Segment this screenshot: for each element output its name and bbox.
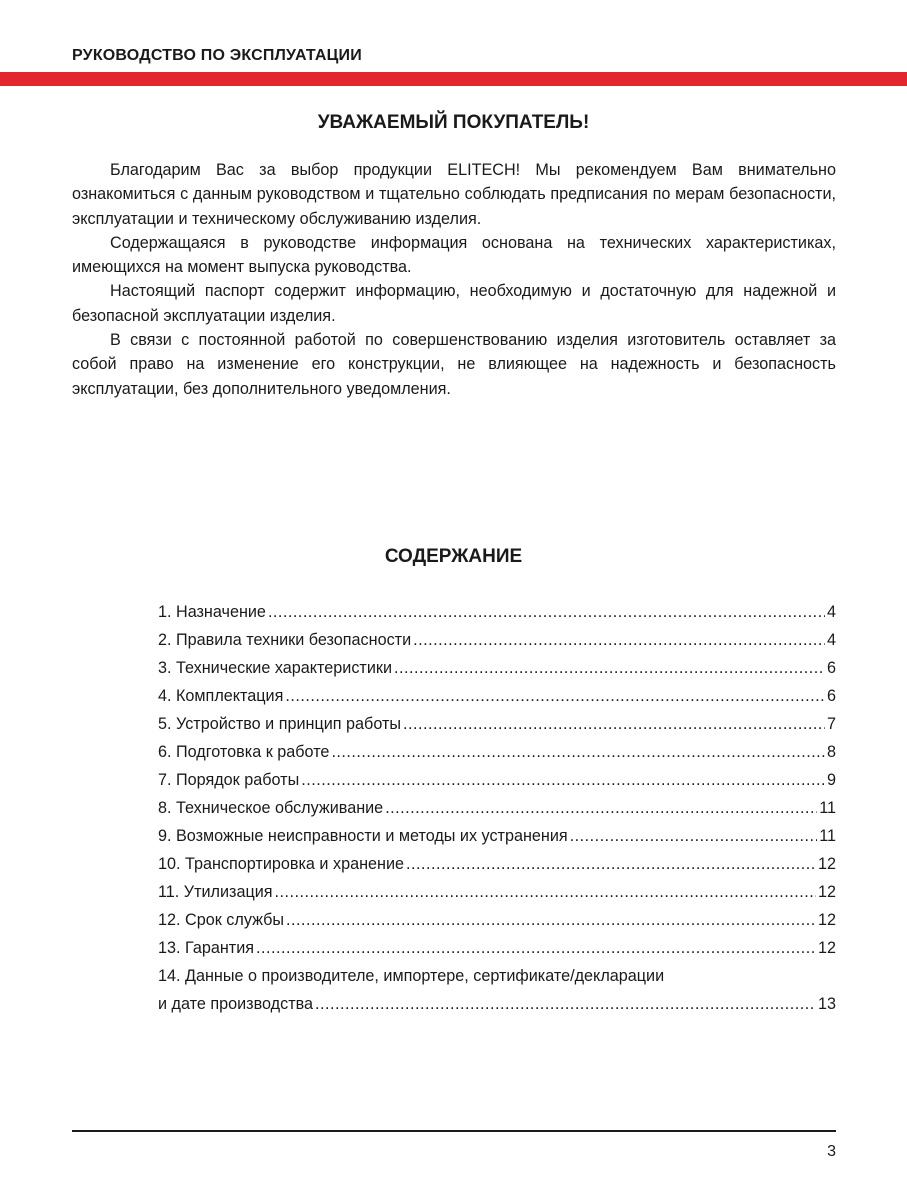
toc-item-label: 1. Назначение (158, 603, 266, 621)
toc-leader-dots (331, 738, 825, 766)
toc-leader-dots (315, 990, 816, 1018)
toc-leader-dots (406, 850, 816, 878)
toc-title: СОДЕРЖАНИЕ (384, 546, 523, 567)
toc-item-label: 8. Техническое обслуживание (158, 799, 384, 817)
toc-item-continuation[interactable] (158, 990, 836, 1018)
toc-leader-dots (385, 794, 817, 822)
toc-item-page: 12 (817, 911, 836, 929)
toc-leader-dots (394, 654, 825, 682)
footer-divider (72, 1130, 836, 1132)
toc-leader-dots (403, 710, 825, 738)
toc-item[interactable] (158, 710, 836, 738)
toc-item-label-continuation: и дате производства (158, 995, 314, 1013)
toc-item[interactable] (158, 934, 836, 962)
toc-item[interactable] (158, 738, 836, 766)
toc-item-page: 12 (817, 883, 836, 901)
toc-item[interactable] (158, 878, 836, 906)
toc-item[interactable] (158, 794, 836, 822)
toc-item-page: 12 (817, 855, 836, 873)
toc-item-label: 13. Гарантия (158, 939, 255, 957)
toc-item-page: 11 (819, 827, 836, 845)
toc-item-label: 7. Порядок работы (158, 771, 300, 789)
toc-item-page: 8 (826, 743, 836, 761)
header-accent-bar (0, 72, 907, 86)
toc-leader-dots (256, 934, 816, 962)
table-of-contents (158, 598, 836, 1018)
toc-item[interactable] (158, 766, 836, 794)
toc-leader-dots (286, 906, 816, 934)
toc-item-label: 12. Срок службы (158, 911, 285, 929)
toc-item-page: 7 (826, 715, 836, 733)
toc-item[interactable] (158, 962, 836, 990)
toc-leader-dots (570, 822, 818, 850)
toc-item-label: 6. Подготовка к работе (158, 743, 330, 761)
toc-item-page: 6 (826, 687, 836, 705)
toc-item-page: 6 (826, 659, 836, 677)
toc-leader-dots (275, 878, 816, 906)
toc-leader-dots (413, 626, 825, 654)
toc-item-page: 11 (819, 799, 836, 817)
greeting-heading: УВАЖАЕМЫЙ ПОКУПАТЕЛЬ! (317, 112, 590, 133)
toc-item-label: 2. Правила техники безопасности (158, 631, 412, 649)
toc-item[interactable] (158, 850, 836, 878)
toc-item[interactable] (158, 598, 836, 626)
toc-leader-dots (285, 682, 825, 710)
toc-item-label: 14. Данные о производителе, импортере, сертификате/декларации (158, 967, 665, 985)
toc-item-label: 9. Возможные неисправности и методы их устранения (158, 827, 568, 845)
toc-item-page: 4 (826, 631, 836, 649)
toc-leader-dots (268, 598, 825, 626)
intro-text (72, 158, 836, 401)
toc-item[interactable] (158, 906, 836, 934)
toc-item-label: 3. Технические характеристики (158, 659, 392, 677)
toc-item[interactable] (158, 626, 836, 654)
toc-item-page: 4 (826, 603, 836, 621)
toc-item-page: 9 (826, 771, 836, 789)
toc-item-page: 12 (817, 939, 836, 957)
toc-leader-dots (301, 766, 825, 794)
page-number: 3 (827, 1143, 836, 1160)
toc-item-page: 13 (817, 995, 836, 1013)
toc-item[interactable] (158, 654, 836, 682)
toc-item-label: 4. Комплектация (158, 687, 284, 705)
intro-paragraph: Настоящий паспорт содержит информацию, необходимую и достаточную для надежной и безопасной эксплуатации изделия. (72, 282, 836, 325)
document-header-title: РУКОВОДСТВО ПО ЭКСПЛУАТАЦИИ (72, 47, 362, 64)
intro-paragraph: Содержащаяся в руководстве информация основана на технических характеристиках, имеющихся на момент выпуска руководства. (72, 233, 836, 277)
intro-paragraph: В связи с постоянной работой по совершенствованию изделия изготовитель оставляет за собой право на изменение его конструкции, не влияющее на надежность и безопасность эксплуатации, без дополнительного уведомления. (72, 331, 836, 398)
toc-item-label: 11. Утилизация (158, 883, 273, 901)
toc-item[interactable] (158, 682, 836, 710)
toc-item-label: 10. Транспортировка и хранение (158, 855, 404, 873)
toc-item[interactable] (158, 822, 836, 850)
toc-item-label: 5. Устройство и принцип работы (158, 715, 402, 733)
intro-paragraph: Благодарим Вас за выбор продукции ELITECH! Мы рекомендуем Вам внимательно ознакомиться с данным руководством и тщательно соблюдать предписания по мерам безопасности, эксплуатации и техническому обслуживанию изделия. (72, 161, 836, 228)
